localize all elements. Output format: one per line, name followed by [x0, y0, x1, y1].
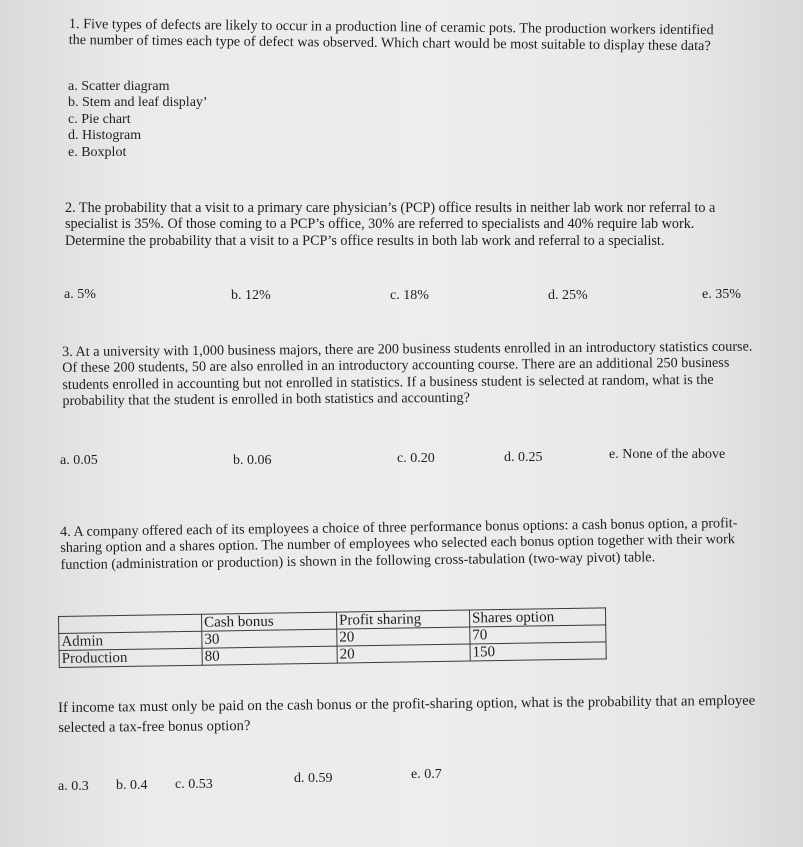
- q1-option-a: a. Scatter diagram: [68, 79, 170, 94]
- question-2-body: 2. The probability that a visit to a primary care physician’s (PCP) office results in neither lab work nor referral to a specialist is 35%. Of those coming to a PCP’s office, 30% are referred to specialists and 40% require lab work. Determine the probability that a visit to a PCP’s office results in both lab work and referral to a specialist.: [65, 200, 716, 249]
- q2-option-d: d. 25%: [548, 288, 588, 303]
- q3-option-e: e. None of the above: [609, 447, 726, 462]
- cell-production-cash: 80: [202, 646, 337, 665]
- header-shares-option: Shares option: [469, 608, 605, 627]
- q3-option-d: d. 0.25: [504, 450, 543, 465]
- q4-option-a: a. 0.3: [58, 779, 89, 794]
- question-4-body: 4. A company offered each of its employees a choice of three performance bonus options: a cash bonus option, a profit-sharing option and a shares option. The number of employees who selected each bonus option together with their work function (administration or production) is shown in the following cross-tabulation (two-way pivot) table.: [60, 515, 738, 573]
- cell-production-shares: 150: [470, 642, 606, 661]
- question-4-text: [60, 515, 766, 573]
- cell-admin-profit: 20: [337, 627, 470, 646]
- question-2-text: [65, 200, 745, 249]
- header-profit-sharing: Profit sharing: [336, 610, 469, 629]
- q2-option-e: e. 35%: [702, 287, 741, 302]
- cross-tabulation-table: [58, 607, 607, 668]
- q3-option-b: b. 0.06: [233, 453, 272, 468]
- q4-option-b: b. 0.4: [116, 778, 148, 793]
- cell-admin-shares: 70: [470, 625, 606, 644]
- q4-option-c: c. 0.53: [175, 777, 213, 792]
- question-3-text: [62, 339, 757, 410]
- q2-option-b: b. 12%: [231, 288, 271, 303]
- row-label-production: Production: [59, 648, 202, 667]
- q1-option-d: d. Histogram: [68, 128, 142, 144]
- q1-option-e: e. Boxplot: [68, 144, 127, 160]
- question-1-options: [68, 79, 208, 161]
- question-1-text: [69, 16, 719, 55]
- q2-option-c: c. 18%: [390, 288, 429, 303]
- question-4-followup-body: If income tax must only be paid on the cash bonus or the profit-sharing option, what is the probability that an employee selected a tax-free bonus option?: [58, 692, 756, 736]
- question-4-followup: [58, 691, 773, 738]
- question-1-body: 1. Five types of defects are likely to occur in a production line of ceramic pots. The production workers identified the number of times each type of defect was observed. Which chart would be most suitable to display these data?: [68, 16, 714, 55]
- row-label-admin: Admin: [59, 631, 202, 650]
- q3-option-c: c. 0.20: [397, 451, 435, 466]
- question-3-body: 3. At a university with 1,000 business majors, there are 200 business students enrolled in an introductory statistics course. Of these 200 students, 50 are also enrolled in an introductory accounting course. There are an additional 250 business students enrolled in accounting but not enrolled in statistics. If a business student is selected at random, what is the probability that the student is enrolled in both statistics and accounting?: [62, 338, 753, 410]
- q1-option-b: b. Stem and leaf display’: [68, 95, 208, 111]
- q1-option-c: c. Pie chart: [68, 111, 131, 127]
- q2-option-a: a. 5%: [64, 287, 96, 302]
- cell-production-profit: 20: [337, 644, 470, 663]
- q4-option-d: d. 0.59: [294, 771, 333, 786]
- q3-option-a: a. 0.05: [60, 453, 98, 468]
- q4-option-e: e. 0.7: [411, 767, 442, 782]
- header-cash-bonus: Cash bonus: [201, 612, 336, 631]
- cell-admin-cash: 30: [202, 629, 337, 648]
